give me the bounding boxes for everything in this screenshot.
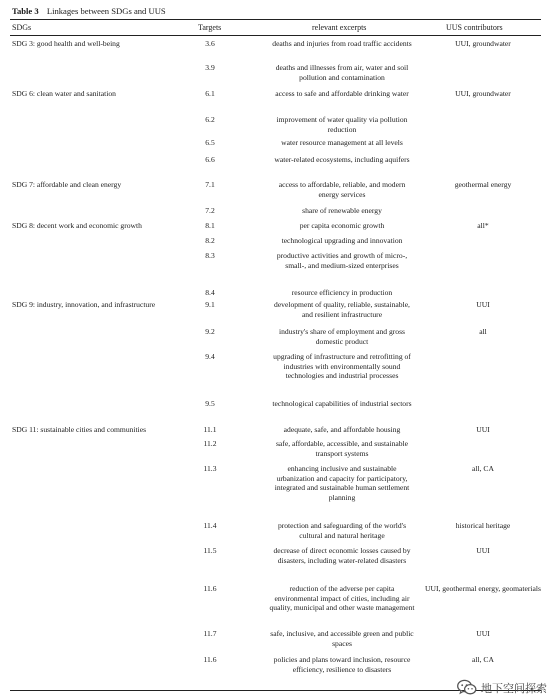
top-rule (10, 19, 541, 20)
excerpt-cell: industry's share of employment and gross domestic product (278, 327, 405, 346)
table-caption (12, 6, 166, 16)
excerpt-cell: productive activities and growth of micro-, small-, and medium-sized enterprises (276, 251, 408, 270)
target-cell: 11.4 (203, 521, 217, 530)
target-cell: 11.6 (203, 655, 217, 664)
contributor-cell: UUI (476, 425, 490, 434)
excerpt-cell: adequate, safe, and affordable housing (283, 425, 401, 434)
target-cell: 11.6 (203, 584, 217, 593)
excerpt-cell: share of renewable energy (302, 206, 382, 215)
contributor-cell: all, CA (472, 464, 494, 473)
target-cell: 6.5 (205, 138, 215, 147)
target-cell: 3.6 (205, 39, 215, 48)
header-rule (10, 35, 541, 36)
header-excerpts: relevant excerpts (312, 23, 367, 32)
excerpt-cell: deaths and illnesses from air, water and soil pollution and contamination (275, 63, 409, 82)
excerpt-cell: access to affordable, reliable, and modern energy services (278, 180, 406, 199)
table-title: Linkages between SDGs and UUS (46, 6, 166, 16)
target-cell: 9.2 (205, 327, 215, 336)
target-cell: 11.3 (203, 464, 217, 473)
excerpt-cell: deaths and injuries from road traffic accidents (272, 39, 412, 48)
contributor-cell: all* (477, 221, 489, 230)
sdg-cell: SDG 11: sustainable cities and communities (12, 425, 147, 434)
target-cell: 3.9 (205, 63, 215, 72)
watermark-text: 地下空间探索 (481, 681, 547, 695)
sdg-cell: SDG 7: affordable and clean energy (12, 180, 122, 189)
target-cell: 11.1 (203, 425, 217, 434)
sdg-cell: SDG 9: industry, innovation, and infrastructure (12, 300, 156, 309)
target-cell: 6.2 (205, 115, 215, 124)
contributor-cell: all (479, 327, 487, 336)
target-cell: 11.7 (203, 629, 217, 638)
excerpt-cell: upgrading of infrastructure and retrofitting of industries with environmentally sound technologies and industrial processes (273, 352, 411, 381)
excerpt-cell: decrease of direct economic losses caused by disasters, including water-related disasters (273, 546, 411, 565)
excerpt-cell: technological capabilities of industrial sectors (272, 399, 412, 408)
target-cell: 7.2 (205, 206, 215, 215)
target-cell: 9.5 (205, 399, 215, 408)
target-cell: 11.2 (203, 439, 217, 448)
excerpt-cell: reduction of the adverse per capita environmental impact of cities, including air quality, municipal and other waste management (269, 584, 415, 613)
target-cell: 9.1 (205, 300, 215, 309)
table-label: Table 3 (12, 6, 39, 16)
excerpt-cell: resource efficiency in production (291, 288, 393, 297)
sdg-cell: SDG 6: clean water and sanitation (12, 89, 116, 98)
target-cell: 8.4 (205, 288, 215, 297)
excerpt-cell: technological upgrading and innovation (281, 236, 403, 245)
contributor-cell: UUI, groundwater (455, 39, 511, 48)
watermark (457, 679, 547, 696)
sdg-cell: SDG 8: decent work and economic growth (12, 221, 142, 230)
target-cell: 8.3 (205, 251, 215, 260)
excerpt-cell: water resource management at all levels (281, 138, 403, 147)
target-cell: 8.1 (205, 221, 215, 230)
excerpt-cell: enhancing inclusive and sustainable urbanization and capacity for participatory, integrated and sustainable human settlement planning (274, 464, 410, 502)
excerpt-cell: safe, inclusive, and accessible green and public spaces (270, 629, 414, 648)
header-targets: Targets (198, 23, 222, 32)
contributor-cell: all, CA (472, 655, 494, 664)
contributor-cell: UUI (476, 300, 490, 309)
target-cell: 6.6 (205, 155, 215, 164)
header-contributors: UUS contributors (446, 23, 503, 32)
excerpt-cell: water-related ecosystems, including aquifers (274, 155, 410, 164)
excerpt-cell: development of quality, reliable, sustainable, and resilient infrastructure (274, 300, 410, 319)
target-cell: 8.2 (205, 236, 215, 245)
header-sdgs: SDGs (12, 23, 32, 32)
contributor-cell: geothermal energy (454, 180, 512, 189)
contributor-cell: UUI (476, 546, 490, 555)
target-cell: 7.1 (205, 180, 215, 189)
contributor-cell: historical heritage (455, 521, 511, 530)
sdg-cell: SDG 3: good health and well-being (12, 39, 120, 48)
contributor-cell: UUI, geothermal energy, geomaterials (425, 584, 541, 593)
excerpt-cell: policies and plans toward inclusion, resource efficiency, resilience to disasters (273, 655, 411, 674)
excerpt-cell: access to safe and affordable drinking water (275, 89, 409, 98)
contributor-cell: UUI, groundwater (455, 89, 511, 98)
wechat-icon (457, 679, 477, 696)
excerpt-cell: protection and safeguarding of the world's cultural and natural heritage (277, 521, 407, 540)
target-cell: 11.5 (203, 546, 217, 555)
excerpt-cell: improvement of water quality via pollution reduction (276, 115, 408, 134)
excerpt-cell: safe, affordable, accessible, and sustainable transport systems (275, 439, 409, 458)
excerpt-cell: per capita economic growth (299, 221, 385, 230)
contributor-cell: UUI (476, 629, 490, 638)
target-cell: 9.4 (205, 352, 215, 361)
target-cell: 6.1 (205, 89, 215, 98)
